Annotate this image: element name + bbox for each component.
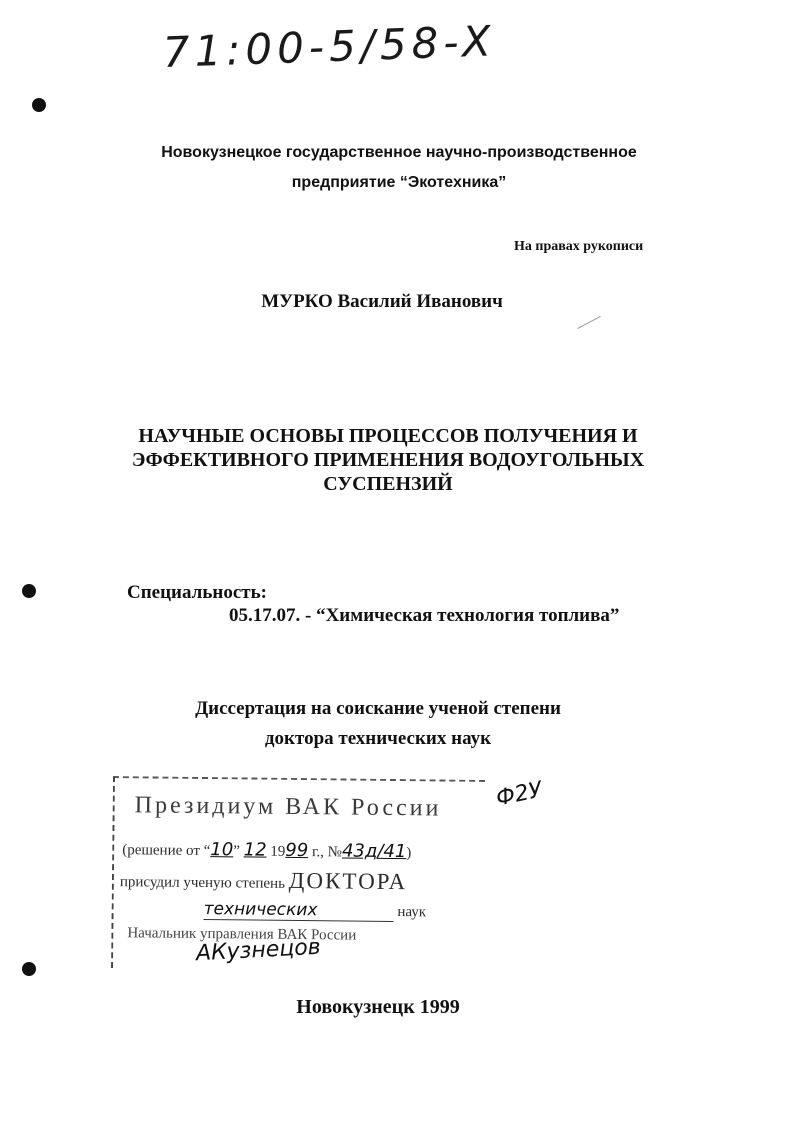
stamp-decision-line: (решение от “10” 12 1999 г., №43д/41) (122, 839, 412, 863)
stamp-day: 10 (210, 839, 234, 861)
stamp-field: технических (204, 899, 394, 922)
stamp-month: 12 (243, 839, 267, 861)
title-line: СУСПЕНЗИЙ (323, 473, 453, 495)
title-line: НАУЧНЫЕ ОСНОВЫ ПРОЦЕССОВ ПОЛУЧЕНИЯ И (138, 425, 638, 447)
stamp-year-prefix: 19 (270, 843, 286, 860)
stamp-field-suffix: наук (397, 904, 427, 921)
stamp-degree: ДОКТОРА (288, 867, 408, 895)
stamp-awarded-line (120, 866, 408, 895)
degree-statement-line1: Диссертация на соискание ученой степени (195, 698, 561, 719)
stamp-signature: АКузнецов (195, 934, 322, 967)
stamp-number-prefix: № (327, 844, 343, 861)
stamp-decision-prefix: (решение от (122, 842, 201, 859)
organization-name-line1: Новокузнецкое государственное научно-производственное (161, 144, 637, 161)
stamp-field-line (204, 899, 427, 922)
rights-note: На правах рукописи (514, 239, 644, 254)
stamp-chief-line: Начальник управления ВАК России (127, 925, 357, 944)
scan-artifact (577, 316, 600, 329)
city-year: Новокузнецк 1999 (296, 996, 460, 1018)
punch-hole-mark (22, 584, 36, 598)
stamp-year-suffix: 99 (285, 839, 309, 862)
specialty-value: 05.17.07. - “Химическая технология топлива” (229, 605, 620, 626)
dissertation-title (0, 424, 776, 496)
author-name: МУРКО Василий Иванович (261, 291, 503, 312)
title-line: ЭФФЕКТИВНОГО ПРИМЕНЕНИЯ ВОДОУГОЛЬНЫХ (131, 449, 645, 471)
stamp-number: 43д/41 (341, 840, 407, 863)
degree-statement-line2: доктора технических наук (264, 728, 492, 749)
organization-name-line2: предприятие “Экотехника” (291, 174, 507, 191)
stamp-header: Президиум ВАК России (134, 792, 442, 822)
stamp-close: ) (406, 845, 412, 862)
stamp-awarded: присудил ученую степень (119, 874, 286, 892)
punch-hole-mark (22, 962, 36, 976)
specialty-label: Специальность: (127, 582, 267, 603)
stamp-year-unit: г., (311, 844, 325, 861)
side-signature: Ф2У (493, 777, 545, 812)
punch-hole-mark (32, 98, 46, 112)
handwritten-shelf-mark: 71:00-5/58-X (162, 16, 497, 77)
degree-statement (0, 694, 756, 754)
